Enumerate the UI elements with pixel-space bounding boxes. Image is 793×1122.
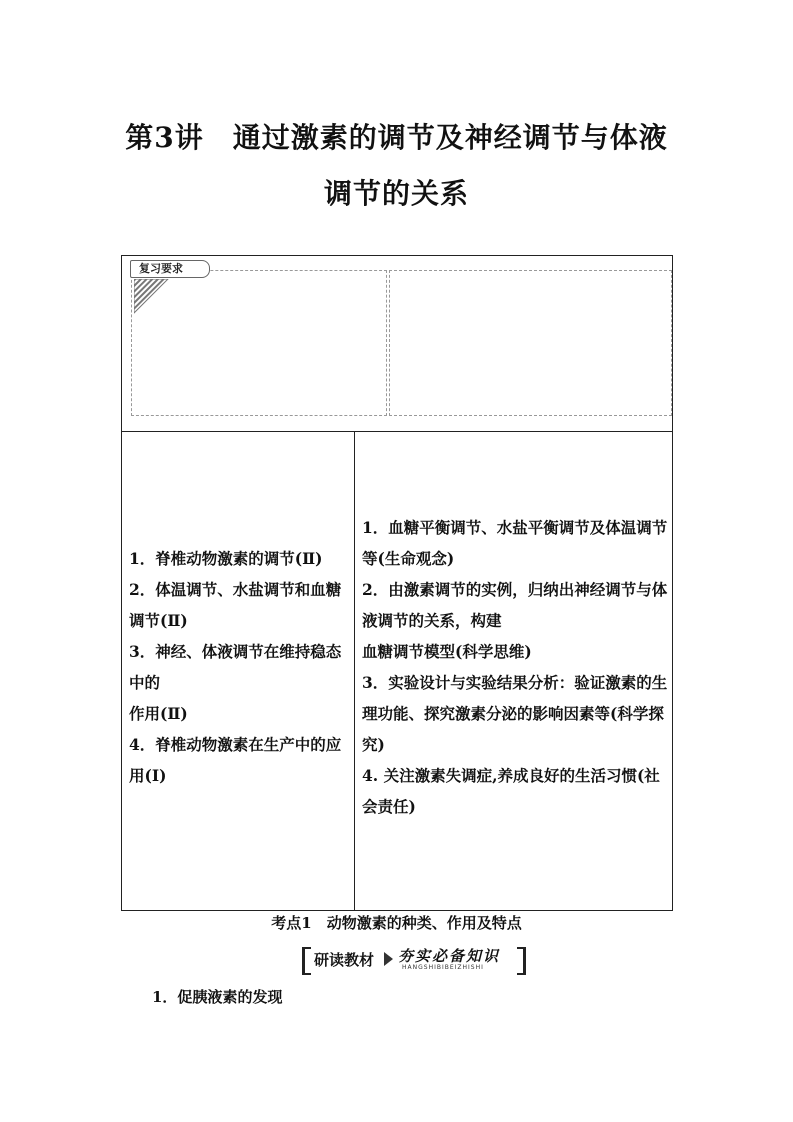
empty-box-right <box>389 270 672 416</box>
section-caption: 考点1 动物激素的种类、作用及特点 <box>271 914 522 932</box>
bracket-left <box>302 947 311 975</box>
bracket-right <box>517 947 526 975</box>
page-title-line2: 调节的关系 <box>323 177 469 210</box>
table-divider-vertical <box>354 431 355 911</box>
corner-triangle-icon <box>134 279 170 315</box>
banner-pinyin: HANGSHIBIBEIZHISHI <box>402 964 484 971</box>
banner-right-label: 夯实必备知识 <box>398 947 501 965</box>
section-banner <box>302 947 526 973</box>
page-title-line1: 第3讲 通过激素的调节及神经调节与体液 <box>125 121 668 154</box>
table-divider-horizontal <box>121 431 673 432</box>
arrow-right-icon <box>384 952 394 966</box>
left-requirements-list: 1．脊椎动物激素的调节(Ⅱ) 2．体温调节、水盐调节和血糖调节(Ⅱ) 3．神经、体液调节在维持稳态中的 作用(Ⅱ) 4．脊椎动物激素在生产中的应用(Ⅰ) <box>129 549 342 785</box>
banner-left-label: 研读教材 <box>314 951 375 969</box>
review-requirements-tag: 复习要求 <box>130 260 210 278</box>
subheading: 1．促胰液素的发现 <box>152 988 283 1006</box>
right-requirements-list: 1．血糖平衡调节、水盐平衡调节及体温调节等(生命观念) 2．由激素调节的实例，归纳出神经调节与体液调节的关系，构建 血糖调节模型(科学思维) 3．实验设计与实验结果分析：验证激素的生理功能、探究激素分泌的影响因素等(科学探究) 4. 关注激素失调症,养成良好的生活习惯(社会责任) <box>362 518 668 816</box>
